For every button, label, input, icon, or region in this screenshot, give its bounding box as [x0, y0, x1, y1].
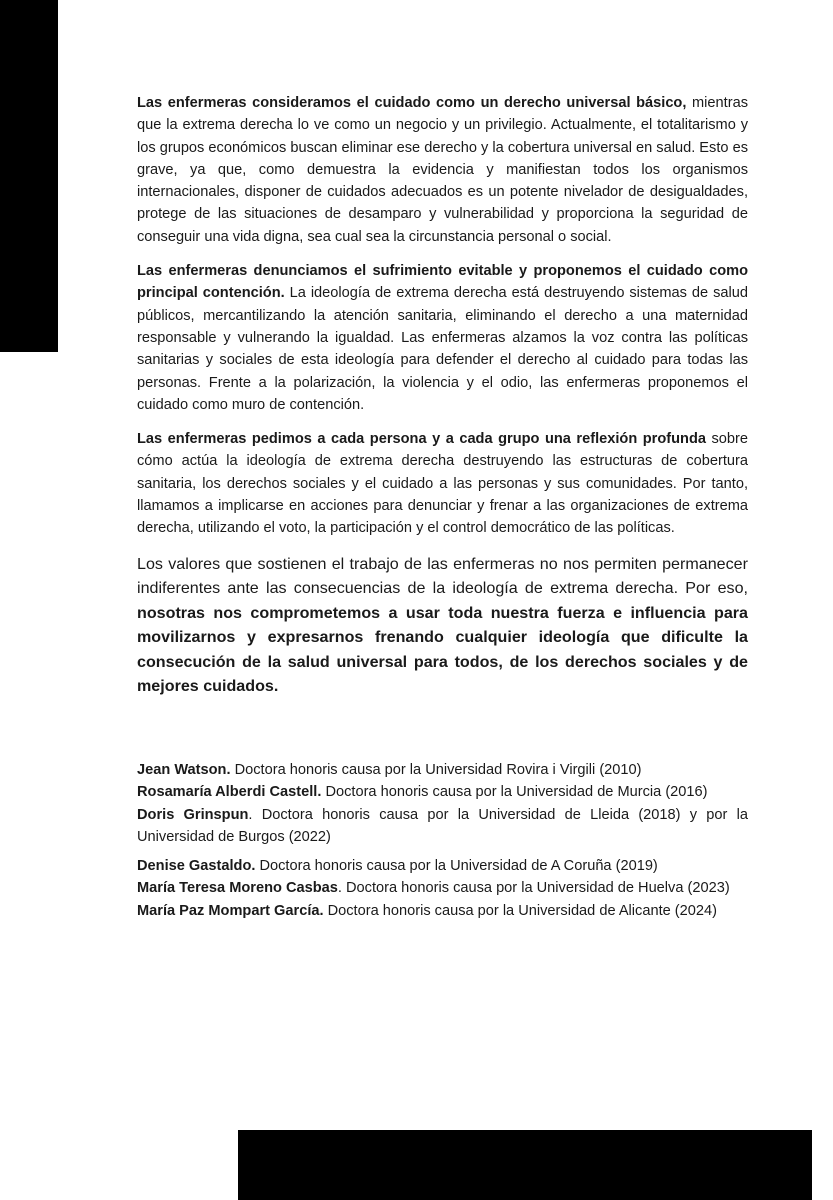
signatory [137, 759, 748, 782]
signatory-desc: . Doctora honoris causa por la Universidad de Lleida (2018) y por la Universidad de Burgos (2022) [137, 806, 749, 846]
signatory-desc: . Doctora honoris causa por la Universidad de Huelva (2023) [337, 880, 730, 897]
signatory-desc: Doctora honoris causa por la Universidad Rovira i Virgili (2010) [230, 761, 642, 778]
paragraph-4 [137, 552, 748, 699]
signatory [137, 781, 748, 804]
signatory-name: Doris Grinspun [137, 806, 249, 823]
signatory [137, 877, 748, 900]
signatory-name: Rosamaría Alberdi Castell. [137, 784, 322, 801]
paragraph-2 [137, 260, 748, 416]
paragraph-3-text: sobre cómo actúa la ideología de extrema derecha destruyendo las estructuras de cobertura sanitaria, los derechos sociales y el cuidado a las personas y sus comunidades. Por tanto, llamamos a implicarse en acciones para denunciar y frenar a las organizaciones de extrema derecha, utilizando el voto, la participación y el control democrático de las políticas. [137, 431, 749, 537]
signatory-desc: Doctora honoris causa por la Universidad de Alicante (2024) [323, 902, 717, 919]
paragraph-2-bold: Las enfermeras denunciamos el sufrimiento evitable y proponemos el cuidado como principal contención. [137, 263, 748, 302]
signatory-name: María Paz Mompart García. [137, 902, 324, 919]
paragraph-1 [137, 92, 748, 248]
signatory-name: Jean Watson. [137, 761, 231, 778]
left-black-bar [0, 0, 58, 352]
signatory-desc: Doctora honoris causa por la Universidad de A Coruña (2019) [255, 857, 658, 874]
paragraph-3 [137, 428, 748, 539]
signatory-name: Denise Gastaldo. [137, 857, 256, 874]
signatory [137, 900, 748, 923]
paragraph-1-text: mientras que la extrema derecha lo ve como un negocio y un privilegio. Actualmente, el totalitarismo y los grupos económicos buscan eliminar ese derecho y la cobertura universal en salud. Esto es grave, ya que, como demuestra la evidencia y manifiestan todos los organismos internacionales, disponer de cuidados adecuados es un potente nivelador de desigualdades, protege de las situaciones de desamparo y vulnerabilidad y proporciona la seguridad de conseguir una vida digna, sea cual sea la circunstancia personal o social. [137, 95, 748, 245]
signatory [137, 804, 748, 849]
bottom-black-bar [238, 1130, 812, 1200]
signatory-name: María Teresa Moreno Casbas [137, 880, 338, 897]
signatories-list [137, 759, 748, 923]
paragraph-4-text: Los valores que sostienen el trabajo de las enfermeras no nos permiten permanecer indiferentes ante las consecuencias de la ideología de extrema derecha. Por eso, [137, 554, 748, 598]
paragraph-3-bold: Las enfermeras pedimos a cada persona y a cada grupo una reflexión profunda [137, 431, 706, 448]
signatory-desc: Doctora honoris causa por la Universidad de Murcia (2016) [321, 784, 708, 801]
signatory [137, 855, 748, 878]
paragraph-4-bold: nosotras nos comprometemos a usar toda nuestra fuerza e influencia para movilizarnos y expresarnos frenando cualquier ideología que dificulte la consecución de la salud universal para todos, de los derechos sociales y de mejores cuidados. [137, 603, 748, 696]
document-body [137, 92, 748, 922]
paragraph-2-text: La ideología de extrema derecha está destruyendo sistemas de salud públicos, mercantilizando la atención sanitaria, eliminando el derecho a una maternidad responsable y vulnerando la igualdad. Las enfermeras alzamos la voz contra las políticas sanitarias y sociales de esta ideología para defender el derecho al cuidado para todas las personas. Frente a la polarización, la violencia y el odio, las enfermeras proponemos el cuidado como muro de contención. [137, 285, 749, 413]
paragraph-1-bold: Las enfermeras consideramos el cuidado como un derecho universal básico, [137, 95, 687, 111]
